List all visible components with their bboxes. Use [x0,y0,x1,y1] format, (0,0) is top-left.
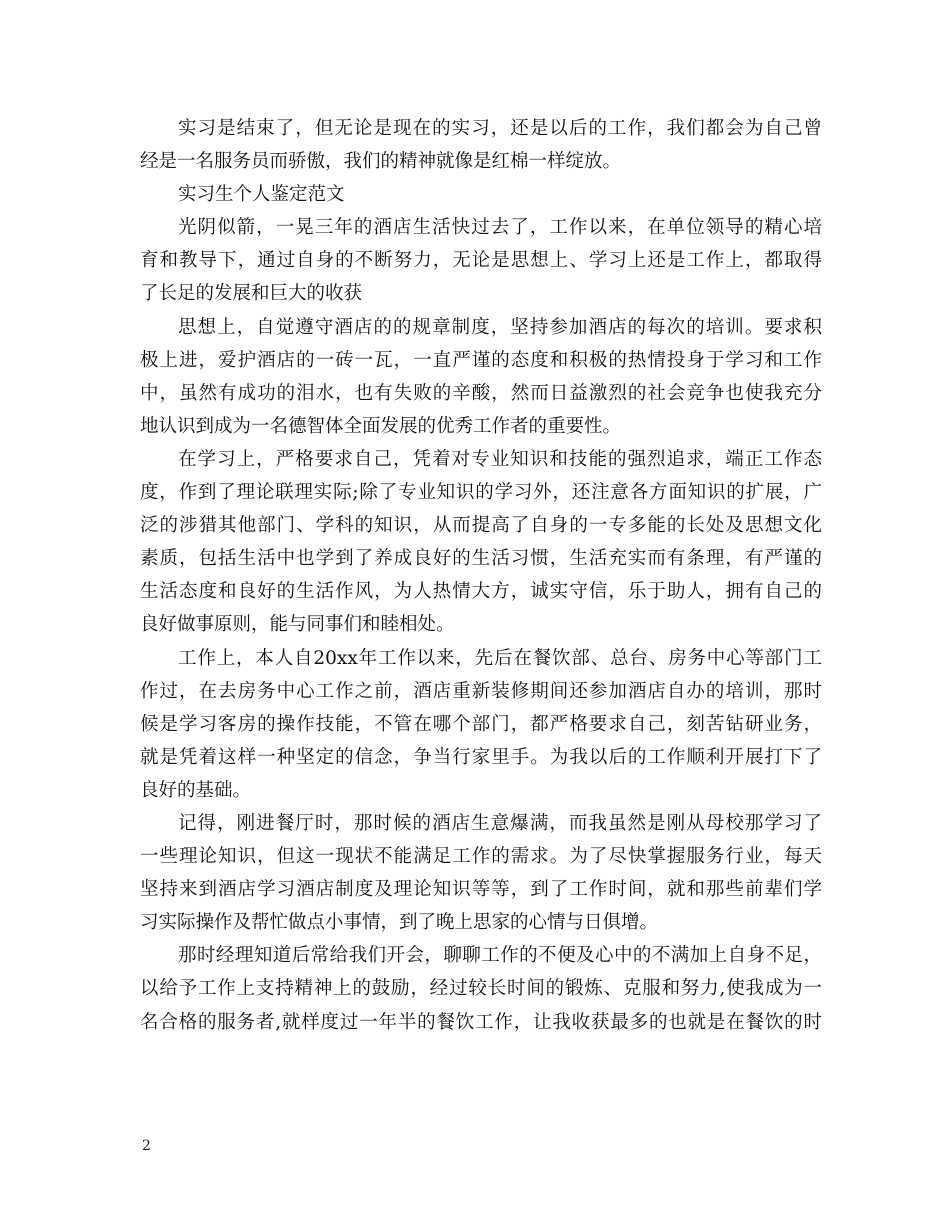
text-line: 一些理论知识，但这一现状不能满足工作的需求。为了尽快掌握服务行业，每天 [140,846,822,868]
text-line: 度，作到了理论联理实际;除了专业知识的学习外，还注意各方面知识的扩展，广 [140,482,822,504]
text-line: 记得，刚进餐厅时，那时候的酒店生意爆满，而我虽然是刚从母校那学习了 [178,812,822,834]
text-line: 以给予工作上支持精神上的鼓励，经过较长时间的锻炼、克服和努力,使我成为一 [140,978,822,1000]
text-line: 泛的涉猎其他部门、学科的知识，从而提高了自身的一专多能的长处及思想文化 [140,515,822,537]
text-line: 就是凭着这样一种坚定的信念，争当行家里手。为我以后的工作顺利开展打下了 [140,746,822,768]
text-line: 坚持来到酒店学习酒店制度及理论知识等等，到了工作时间，就和那些前辈们学 [140,879,822,901]
text-line: 经是一名服务员而骄傲，我们的精神就像是红棉一样绽放。 [140,151,622,173]
text-line: 习实际操作及帮忙做点小事情，到了晚上思家的心情与日俱增。 [140,912,659,934]
text-line: 育和教导下，通过自身的不断努力，无论是思想上、学习上还是工作上，都取得 [140,250,822,272]
document-page [140,112,822,1039]
text-line: 地认识到成为一名德智体全面发展的优秀工作者的重要性。 [140,415,622,437]
text-line: 良好做事原则，能与同事们和睦相处。 [140,614,455,636]
text-line: 在学习上，严格要求自己，凭着对专业知识和技能的强烈追求，端正工作态 [178,448,822,470]
text-line: 光阴似箭，一晃三年的酒店生活快过去了，工作以来，在单位领导的精心培 [178,217,822,239]
text-line: 极上进，爱护酒店的一砖一瓦，一直严谨的态度和积极的热情投身于学习和工作 [140,349,822,371]
text-line: 名合格的服务者,就样度过一年半的餐饮工作，让我收获最多的也就是在餐饮的时 [140,1011,822,1033]
text-line: 了长足的发展和巨大的收获 [140,283,363,305]
text-line: 生活态度和良好的生活作风，为人热情大方，诚实守信，乐于助人，拥有自己的 [140,581,822,603]
text-line: 素质，包括生活中也学到了养成良好的生活习惯，生活充实而有条理，有严谨的 [140,548,822,570]
text-line: 工作上，本人自20xx年工作以来，先后在餐饮部、总台、房务中心等部门工 [178,647,822,669]
section-heading: 实习生个人鉴定范文 [178,184,345,206]
page-number: 2 [142,1138,151,1154]
text-line: 良好的基础。 [140,779,252,801]
text-line: 中，虽然有成功的泪水，也有失败的辛酸，然而日益激烈的社会竞争也使我充分 [140,382,822,404]
text-line: 候是学习客房的操作技能，不管在哪个部门，都严格要求自己，刻苦钻研业务， [140,713,822,735]
text-line: 作过，在去房务中心工作之前，酒店重新装修期间还参加酒店自办的培训，那时 [140,680,822,702]
text-line: 思想上，自觉遵守酒店的的规章制度，坚持参加酒店的每次的培训。要求积 [178,316,822,338]
text-line: 那时经理知道后常给我们开会，聊聊工作的不便及心中的不满加上自身不足， [178,945,822,967]
text-line: 实习是结束了，但无论是现在的实习，还是以后的工作，我们都会为自己曾 [178,118,822,139]
